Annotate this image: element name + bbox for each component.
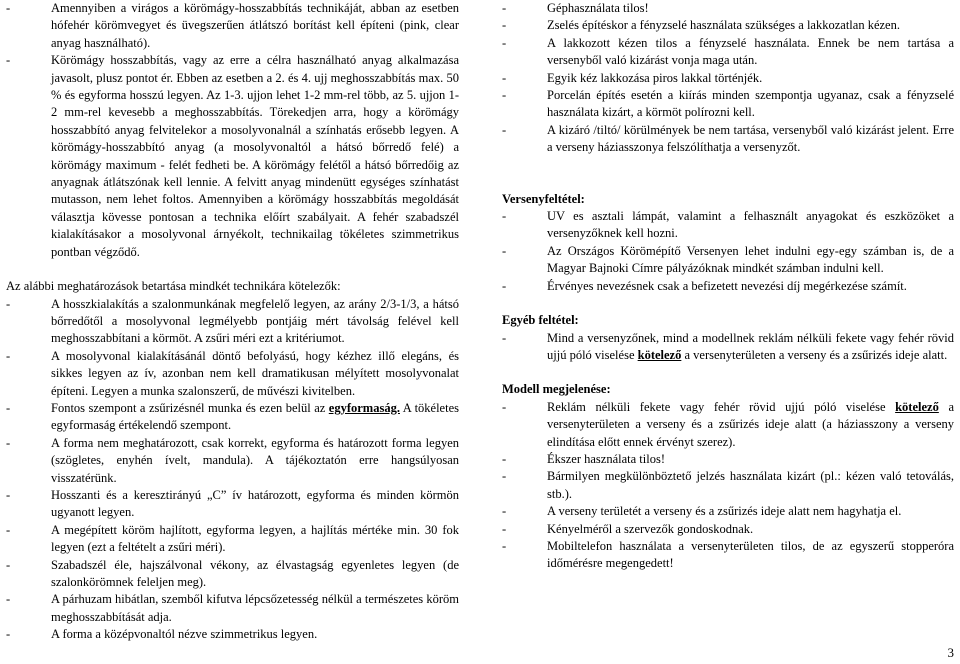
spacer [502, 157, 954, 174]
list-item: - Ékszer használata tilos! [502, 451, 666, 466]
list-item: - Mobiltelefon használata a versenyterületen tilos, de az egyszerű stopperóra időmérésre megengedett! [502, 538, 954, 571]
list-item: - Érvényes nevezésnek csak a befizetett nevezési díj megérkezése számít. [502, 278, 907, 293]
list-item: - Egyik kéz lakkozása piros lakkal történjék. [502, 70, 763, 85]
spacer [502, 364, 954, 381]
list-item: - A forma nem meghatározott, csak korrekt, egyforma és határozott forma legyen (szögletes, enyhén ívelt, mandula). A tájékoztatón erre hangsúlyosan visszatérünk. [6, 435, 459, 485]
right-column [502, 0, 954, 573]
spacer [502, 295, 954, 312]
list-item: - Szabadszél éle, hajszálvonal vékony, az élvastagság egyenletes legyen (de szalonkörömnek feleljen meg). [6, 557, 459, 589]
list-item: - Géphasználata tilos! [502, 1, 649, 15]
section-heading: Egyéb feltétel: [502, 313, 579, 328]
list-item: - Mind a versenyzőnek, mind a modellnek reklám nélküli fekete vagy fehér rövid ujjú póló viselése kötelező a versenyterületen a verseny és a zsűrizés ideje alatt. [502, 330, 954, 362]
list-item: - Porcelán építés esetén a kiírás minden szempontja ugyanaz, csak a fényzselé használata kizárt, a körmöt polírozni kell. [502, 88, 954, 120]
list-item: - Zselés építéskor a fényzselé használata szükséges a lakkozatlan kézen. [502, 18, 900, 33]
list-item: - A megépített köröm hajlított, egyforma legyen, a hajlítás mértéke min. 30 fok legyen (ezt a feltételt a zsűri méri). [6, 522, 459, 555]
list-item: - Reklám nélküli fekete vagy fehér rövid ujjú póló viselése kötelező a versenyterületen a verseny és a zsűrizés ideje alatt (a háziasszony a verseny elindítása előtt ennek érvényt szerez). [502, 399, 954, 449]
list-item: - Fontos szempont a zsűrizésnél munka és ezen belül az egyformaság. A tökéletes egyformaság értékelendő szempont. [6, 400, 459, 433]
section-heading: Versenyfeltétel: [502, 191, 585, 206]
section-heading: Modell megjelenése: [502, 382, 611, 397]
list-item: - A párhuzam hibátlan, szemből kifutva lépcsőzetesség nélkül a természetes köröm meghosszabbítását adja. [6, 592, 459, 624]
spacer [502, 174, 954, 191]
list-item: - UV es asztali lámpát, valamint a felhasznált anyagokat és eszközöket a versenyzőknek kell hozni. [502, 209, 954, 241]
list-item: - Az Országos Körömépítő Versenyen lehet indulni egy-egy számban is, de a Magyar Bajnoki Címre pályázóknak mindkét számban indulni kell. [502, 243, 954, 276]
intro-paragraph: Az alábbi meghatározások betartása mindkét technikára kötelezők: [6, 279, 341, 294]
left-column [6, 0, 459, 644]
list-item: - A mosolyvonal kialakításánál döntő befolyású, hogy kézhez illő elegáns, és sikkes legyen az ív, azonban nem kell dramatikusan mélyített mosolyvonalat építeni. Legyen a munka szalonszerű, de művészi kivitelben. [6, 348, 459, 398]
list-item: - A hosszkialakítás a szalonmunkának megfelelő legyen, az arány 2/3-1/3, a hátsó bőrredőtől a mosolyvonal legmélyebb pontjáig mért távolság felével kell meghosszabbítani a körmöt. A zsűri méri ezt a kritériumot. [6, 296, 459, 346]
list-item: - Kényelméről a szervezők gondoskodnak. [502, 521, 754, 536]
list-item: - A lakkozott kézen tilos a fényzselé használata. Ennek be nem tartása a versenyből való kizárást vonja maga után. [502, 35, 954, 68]
spacer [6, 261, 459, 278]
list-item: - A kizáró /tiltó/ körülmények be nem tartása, versenyből való kizárást jelent. Erre a verseny háziasszonya felszólíthatja a versenyzőt. [502, 122, 954, 155]
list-item: - Körömágy hosszabbítás, vagy az erre a célra használható anyag alkalmazása javasolt, plusz pontot ér. Ebben az esetben a 2. és 4. ujj meghosszabbítás max. 50 % és egyforma hosszú legyen. Az 1-3. ujjon lehet 1-2 mm-rel több, az 5. ujjon 1-2 mm-rel kevesebb a meghosszabbítás. Törekedjen arra, hogy a körömágy hosszabbító anyag felvitelekor a mosolyvonalnál a színhatás erősebb legyen. A körömágy-hosszabbító anyag (a mosolyvonaltól a hátsó bőrredő felé) a körömágy maximum - felét fedheti be. A körömágy felétől a hátsó bőrredőig az anyagnak átlátszónak kell lennie. A felvitt anyag mindenütt egységes színhatást mutasson, nem lehet foltos. Amennyiben a körömágy hosszabbítás megoldását választja kövesse pontosan a technika előírt szabályait. A fehér szabadszél kialakításakor a mosolyvonal árnyékolt, technikailag tökéletes szimmetrikus pontban végződő. [6, 53, 459, 259]
page-number: 3 [947, 645, 954, 660]
list-item: - A verseny területét a verseny és a zsűrizés ideje alatt nem hagyhatja el. [502, 504, 902, 519]
list-item: - Hosszanti és a keresztirányú „C” ív határozott, egyforma és minden körmön ugyanott legyen. [6, 487, 459, 520]
list-item: - Bármilyen megkülönböztető jelzés használata kizárt (pl.: kézen való tetoválás, stb.). [502, 469, 954, 501]
list-item: - A forma a középvonaltól nézve szimmetrikus legyen. [6, 627, 318, 642]
list-item: - Amennyiben a virágos a körömágy-hosszabbítás technikáját, abban az esetben hófehér körömvegyet és üvegszerűen átlátszó borítást kell építeni (pink, clear anyag használható). [6, 1, 459, 50]
